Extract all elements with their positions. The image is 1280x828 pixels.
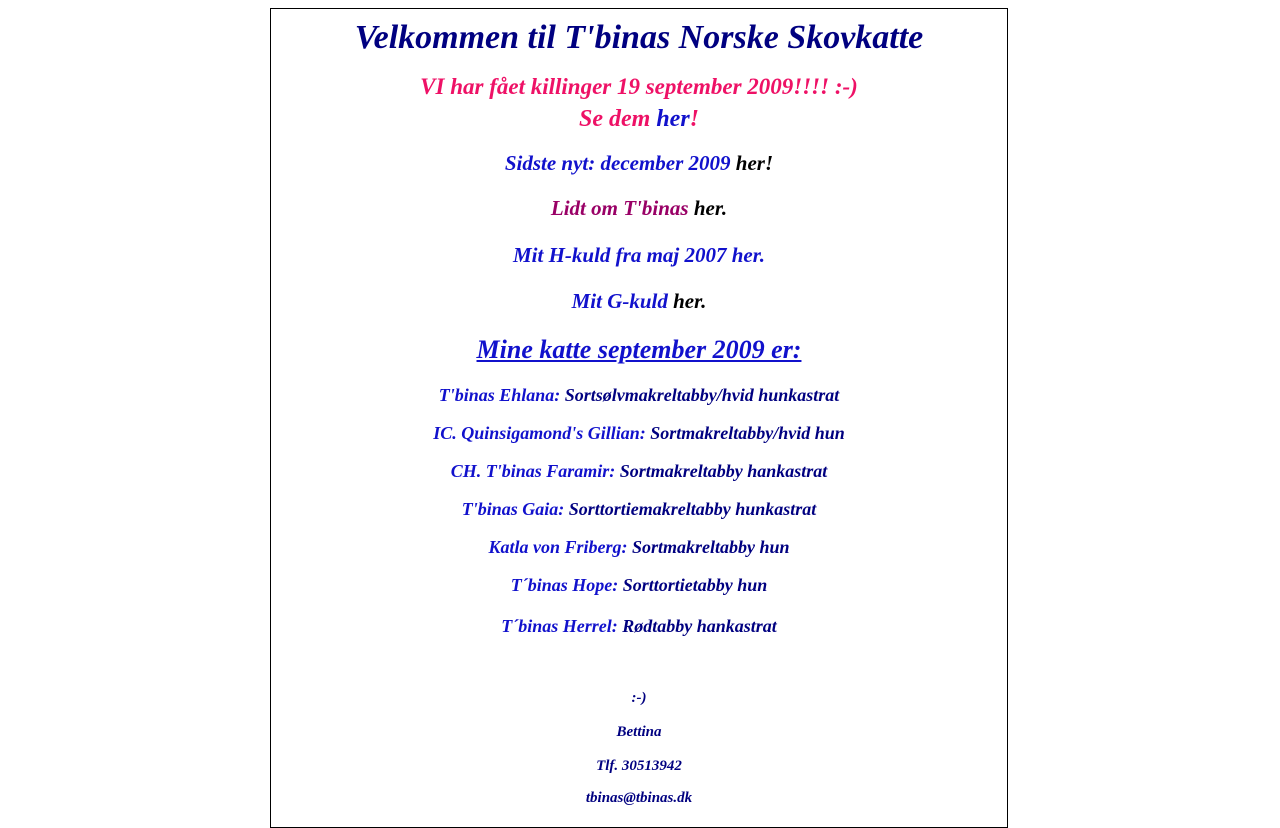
about-line [271, 198, 1007, 219]
cat-name: T'binas Ehlana: [438, 385, 561, 405]
cat-description: Sortmakreltabby/hvid hun [650, 423, 845, 443]
cat-description: Sorttortietabby hun [622, 575, 768, 595]
cat-name: T´binas Hope: [510, 575, 619, 595]
see-them-text: Se dem [578, 106, 651, 132]
see-them-line [271, 107, 1007, 131]
cat-description: Sortmakreltabby hankastrat [619, 461, 828, 481]
footer-phone: Tlf. 30513942 [596, 758, 682, 774]
cat-name: IC. Quinsigamond's Gillian: [433, 423, 646, 443]
cats-heading: Mine katte september 2009 er: [476, 335, 802, 364]
cat-entry [271, 617, 1007, 635]
cat-description: Rødtabby hankastrat [622, 616, 777, 636]
footer-name: Bettina [616, 724, 662, 740]
page-frame [270, 8, 1008, 828]
see-them-link[interactable]: her [656, 106, 690, 132]
cat-entry [271, 424, 1007, 442]
kitten-announcement: VI har fået killinger 19 september 2009!!!! :-) [420, 74, 858, 99]
cat-description: Sortmakreltabby hun [631, 537, 790, 557]
cat-name: T´binas Herrel: [501, 616, 618, 636]
latest-news-suffix: ! [764, 151, 774, 175]
cat-description: Sortsølvmakreltabby/hvid hunkastrat [564, 385, 840, 405]
footer-email-link[interactable]: tbinas@tbinas.dk [585, 790, 693, 806]
latest-news-link[interactable]: her [735, 151, 765, 175]
g-litter-line [271, 291, 1007, 312]
g-litter-link[interactable]: her. [673, 289, 707, 313]
about-text: Lidt om T'binas [550, 196, 689, 220]
latest-news-line [271, 153, 1007, 174]
page-title: Velkommen til T'binas Norske Skovkatte [354, 19, 924, 56]
g-litter-text: Mit G-kuld [571, 289, 668, 313]
about-link[interactable]: her. [693, 196, 728, 220]
cat-description: Sorttortiemakreltabby hunkastrat [568, 499, 817, 519]
see-them-suffix: ! [689, 106, 699, 132]
cat-name: CH. T'binas Faramir: [450, 461, 616, 481]
cat-entry [271, 462, 1007, 480]
cat-entry [271, 500, 1007, 518]
cat-entry [271, 386, 1007, 404]
footer-smiley: :-) [631, 690, 647, 706]
cat-entry [271, 576, 1007, 594]
h-litter-link[interactable]: Mit H-kuld fra maj 2007 her. [512, 243, 766, 267]
cat-name: Katla von Friberg: [488, 537, 628, 557]
latest-news-text: Sidste nyt: december 2009 [504, 151, 731, 175]
cat-name: T'binas Gaia: [461, 499, 565, 519]
cat-entry [271, 538, 1007, 556]
